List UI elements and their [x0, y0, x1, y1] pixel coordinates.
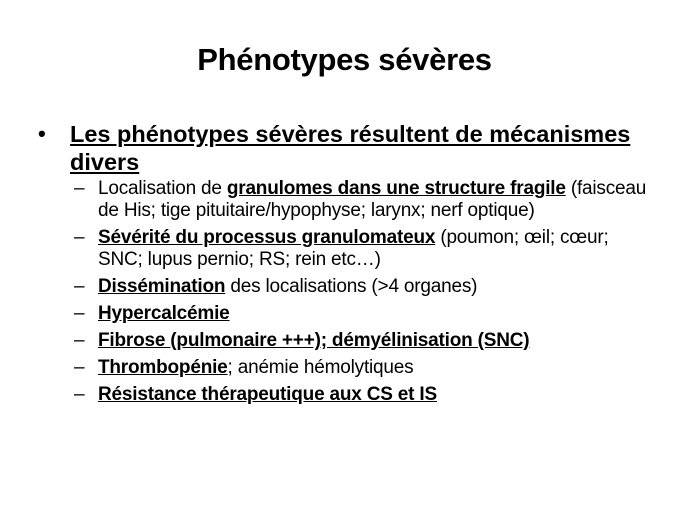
main-bullet-text: Les phénotypes sévères résultent de mécanismes divers [70, 121, 631, 175]
sub-bullet-marker: – [74, 330, 85, 351]
sub-bullet-marker: – [74, 276, 85, 297]
sub-bullet-1 [74, 178, 649, 222]
item-emphasis: Thrombopénie [98, 357, 228, 378]
sub-bullet-7 [74, 384, 649, 406]
sub-bullet-marker: – [74, 384, 85, 405]
sub-bullet-marker: – [74, 178, 85, 199]
sub-bullet-list [74, 178, 649, 411]
sub-bullet-3 [74, 276, 649, 298]
item-emphasis: Résistance thérapeutique aux CS et IS [98, 384, 437, 405]
sub-bullet-marker: – [74, 357, 85, 378]
slide-title: Phénotypes sévères [197, 42, 492, 77]
item-post: (poumon; œil; cœur; SNC; lupus pernio; RS; rein etc…) [98, 227, 609, 270]
sub-bullet-marker: – [74, 303, 85, 324]
sub-bullet-6 [74, 357, 649, 379]
sub-bullet-marker: – [74, 227, 85, 248]
item-emphasis: Sévérité du processus granulomateux [98, 227, 436, 248]
item-emphasis: Fibrose (pulmonaire +++); démyélinisation (SNC) [98, 330, 530, 351]
sub-bullet-5 [74, 330, 649, 352]
sub-bullet-4 [74, 303, 649, 325]
item-emphasis: Dissémination [98, 276, 226, 297]
main-bullet [38, 120, 668, 176]
item-post: des localisations (>4 organes) [225, 276, 478, 297]
item-emphasis: Hypercalcémie [98, 303, 230, 324]
item-pre: Localisation de [98, 178, 227, 199]
item-post: (faisceau de His; tige pituitaire/hypophyse; larynx; nerf optique) [98, 178, 647, 221]
item-emphasis: granulomes dans une structure fragile [226, 178, 566, 199]
bullet-marker: • [38, 121, 46, 146]
sub-bullet-2 [74, 227, 649, 271]
item-post: ; anémie hémolytiques [227, 357, 414, 378]
